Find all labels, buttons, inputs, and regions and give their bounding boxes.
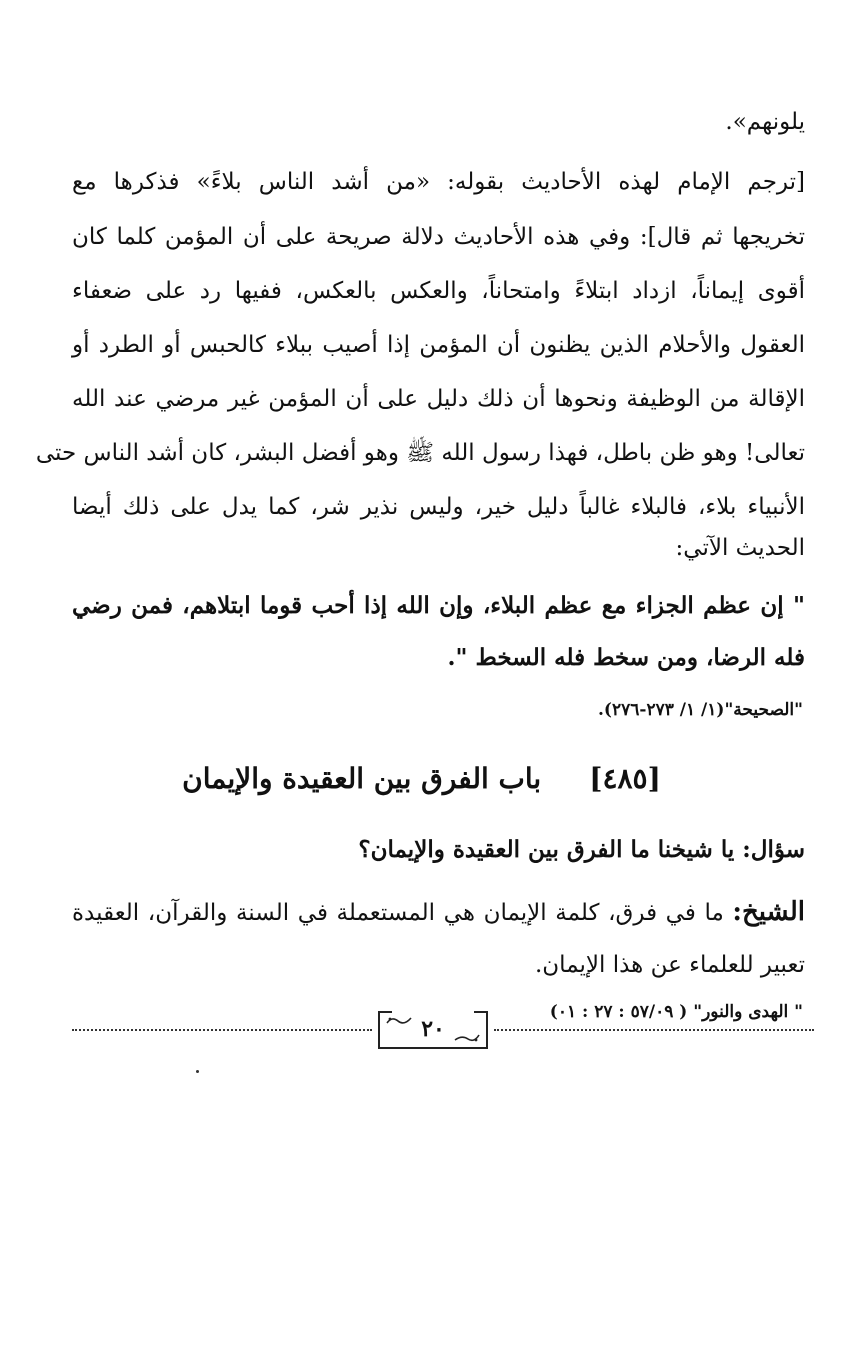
page-number: ٢٠: [421, 1016, 445, 1042]
section-title: باب الفرق بين العقيدة والإيمان: [182, 762, 542, 795]
hadith-citation: "الصحيحة"(١/ ١/ ٢٧٣-٢٧٦).: [598, 700, 803, 720]
paragraph-line: الحديث الآتي:: [675, 535, 805, 561]
footer-rule-left: [72, 1029, 372, 1031]
hadith-line: " إن عظم الجزاء مع عظم البلاء، وإن الله إذا أحب قوما ابتلاهم، فمن رضي: [72, 592, 805, 619]
answer-line: [72, 892, 805, 933]
paragraph-line: الإقالة من الوظيفة ونحوها أن ذلك دليل على أن المؤمن غير مرضي عند الله: [72, 386, 805, 412]
paragraph-line: تخريجها ثم قال]: وفي هذه الأحاديث دلالة صريحة على أن المؤمن كلما كان: [72, 224, 805, 250]
paragraph-line: يلونهم».: [725, 109, 805, 135]
answer-line: تعبير للعلماء عن هذا الإيمان.: [534, 952, 805, 978]
paragraph-line: تعالى! وهو ظن باطل، فهذا رسول الله ﷺ وهو أفضل البشر، كان أشد الناس حتى: [35, 440, 805, 466]
paragraph-line: العقول والأحلام الذين يظنون أن المؤمن إذا أصيب ببلاء كالحبس أو الطرد أو: [72, 332, 805, 358]
paragraph-line: أقوى إيماناً، ازداد ابتلاءً وامتحاناً، والعكس بالعكس، ففيها رد على ضعفاء: [72, 278, 805, 304]
page-number-box: [378, 1011, 488, 1049]
paragraph-line: الأنبياء بلاء، فالبلاء غالباً دليل خير، وليس نذير شر، كما يدل على ذلك أيضا: [72, 494, 805, 520]
hadith-line: فله الرضا، ومن سخط فله السخط ".: [447, 644, 805, 671]
scan-speck: [196, 1070, 199, 1073]
paragraph-line: [ترجم الإمام لهذه الأحاديث بقوله: «من أشد الناس بلاءً» فذكرها مع: [72, 169, 805, 195]
section-heading: [150, 762, 693, 795]
answer-text: ما في فرق، كلمة الإيمان هي المستعملة في السنة والقرآن، العقيدة: [72, 900, 724, 926]
answer-label: الشيخ:: [732, 897, 805, 927]
question-line: [358, 830, 805, 870]
question-text: يا شيخنا ما الفرق بين العقيدة والإيمان؟: [358, 836, 735, 863]
footer-rule-right: [494, 1029, 814, 1031]
ornament-icon: [386, 1015, 412, 1025]
answer-citation: " الهدى والنور" ( ٥٧/٠٩ : ٢٧ : ٠١): [549, 1002, 803, 1022]
ornament-icon: [454, 1033, 480, 1043]
section-number: [٤٨٥]: [589, 762, 661, 795]
question-label: سؤال:: [742, 836, 805, 863]
